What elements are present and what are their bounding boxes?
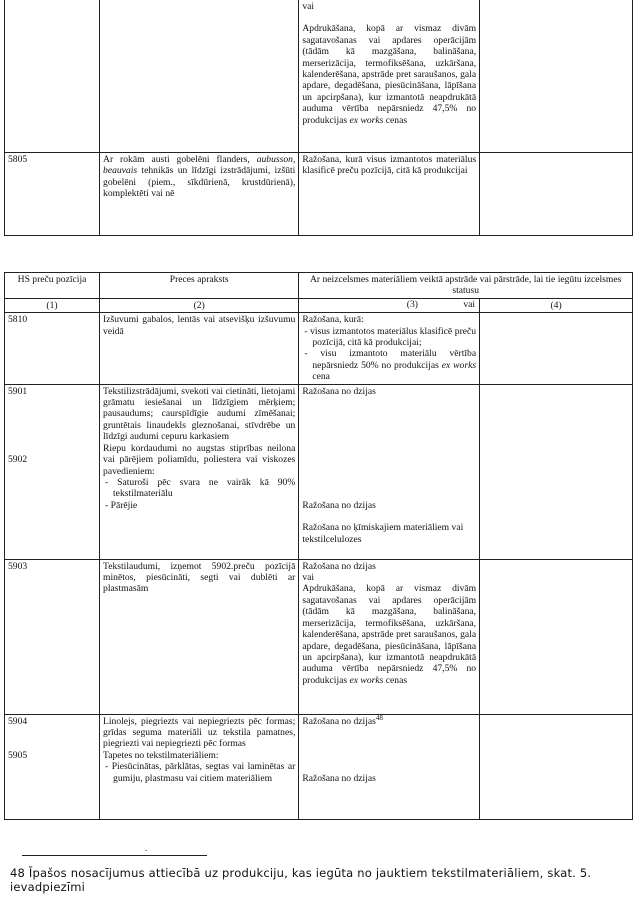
- cell-text: vai: [302, 1, 315, 12]
- cell-text: Riepu kordaudumi no augstas stiprības neilona vai pārējiem poliamīdu, poliestera vai viskozes pavedieniem:: [103, 442, 296, 477]
- header-hs-code: HS preču pozīcija: [5, 273, 100, 299]
- cell-text-italic: ex works: [441, 359, 477, 371]
- cell-text-italic: ex works: [349, 114, 384, 126]
- column-number: (3): [406, 298, 418, 310]
- processing-cell: [299, 313, 480, 384]
- continuation-table: [4, 0, 633, 236]
- cell-text: Ražošana no dzijas: [302, 715, 376, 727]
- column-number: (2): [100, 298, 299, 312]
- cell-text: Ražošana, kurā:: [302, 314, 364, 326]
- cell-text: Ar rokām austi gobelēni flanders,: [103, 154, 257, 165]
- cell-text: Ražošana no ķīmiskajiem materiāliem vai tekstilcelulozes: [302, 522, 464, 545]
- alt-processing-cell: [480, 153, 633, 236]
- alt-processing-cell: [480, 714, 633, 819]
- vai-label: vai: [463, 298, 476, 310]
- cell-text: cenas: [383, 114, 408, 126]
- bullet-text: - visus izmantotos materiālus klasificē preču pozīcijā, citā kā produkcijai;: [304, 325, 477, 349]
- hs-code: 5902: [8, 454, 28, 466]
- table-row: [5, 0, 633, 153]
- description-cell: [100, 384, 299, 559]
- hs-code: 5901: [8, 385, 28, 397]
- header-processing: Ar neizcelsmes materiāliem veiktā apstrāde vai pārstrāde, lai tie iegūtu izcelsmes statusu: [299, 273, 633, 299]
- footnote-ref: 48: [375, 713, 383, 722]
- cell-text-italic: ex works: [349, 674, 384, 686]
- table-row: [5, 384, 633, 559]
- cell-text: Linolejs, piegriezts vai nepiegriezts pēc formas; grīdas seguma materiāli uz tekstila pamatnes, piegriezti vai nepiegriezti pēc formas: [103, 715, 296, 750]
- processing-cell: [299, 714, 480, 819]
- table-row: [5, 313, 633, 384]
- cell-text: cenas: [383, 674, 408, 686]
- cell-text: vai: [302, 572, 315, 584]
- column-number-3: [299, 298, 480, 312]
- processing-cell: Ražošana, kurā visus izmantotos materiālus klasificē preču pozīcijā, citā kā produkcijai: [299, 153, 480, 236]
- description-cell: Izšuvumi gabalos, lentās vai atsevišķu izšuvumu veidā: [100, 313, 299, 384]
- cell-text: Ražošana no dzijas: [302, 500, 376, 512]
- cell-text: - visu izmantoto materiālu vērtība nepārsniedz 50% no produkcijas: [304, 348, 477, 371]
- hs-code-cell: 5903: [5, 559, 100, 714]
- description-cell: [100, 153, 299, 236]
- cell-text: tehnikās un līdzīgi izstrādājumi, izšūti gobelēni (piem., sīkdūrienā, krustdūrienā), komplektēti vai nē: [103, 165, 296, 200]
- bullet-text: - Pārējie: [105, 499, 138, 511]
- cell-text: Tapetes no tekstilmateriāliem:: [103, 749, 219, 761]
- rules-table: [4, 272, 633, 820]
- hs-code: 5904: [8, 715, 28, 727]
- cell-text: Apdrukāšana, kopā ar vismaz divām sagatavošanas vai apdares operācijām (tādām kā mazgāšana, balināšana, merserizācija, termofiksēšana, uzkāršana, kalenderēšana, apstrāde pret saraušanos, gala apdare, degadēšana, piesūcināšana, lāpīšana un apcirpšana), kur izmantotā neapdrukātā auduma vērtība nepārsniedz 47,5% no produkcijas: [302, 23, 477, 126]
- table-header: [5, 273, 633, 299]
- alt-processing-cell: [480, 384, 633, 559]
- hs-code-cell: 5805: [5, 153, 100, 236]
- table-row: [5, 714, 633, 819]
- hs-code-cell: 5810: [5, 313, 100, 384]
- processing-cell: [299, 384, 480, 559]
- description-cell: [100, 0, 299, 153]
- column-number: (1): [5, 298, 100, 312]
- description-cell: [100, 714, 299, 819]
- column-number: (4): [480, 298, 633, 312]
- hs-code-cell: [5, 714, 100, 819]
- hs-code: 5905: [8, 750, 28, 762]
- bullet-text: - Piesūcinātas, pārklātas, segtas vai laminētas ar gumiju, plastmasu vai citiem materiāliem: [105, 761, 296, 784]
- processing-cell: [299, 0, 480, 153]
- stray-dot: .: [145, 843, 148, 853]
- description-cell: Tekstilaudumi, izņemot 5902.preču pozīcijā minētos, piesūcināti, segti vai dublēti ar plastmasām: [100, 559, 299, 714]
- alt-processing-cell: [480, 559, 633, 714]
- footnote: [10, 866, 630, 894]
- cell-text: Ražošana no dzijas: [302, 773, 376, 785]
- alt-processing-cell: [480, 313, 633, 384]
- cell-text-italic: aubusson, beauvais: [103, 154, 296, 177]
- bullet-text: - Saturoši pēc svara ne vairāk kā 90% tekstilmateriālu: [105, 476, 296, 500]
- cell-text: Apdrukāšana, kopā ar vismaz divām sagatavošanas vai apdares operācijām (tādām kā mazgāšana, balināšana, merserizācija, termofiksēšana, uzkāršana, kalenderēšana, apstrāde pret saraušanos, gala apdare, degadēšana, piesūcināšana, lāpīšana un apcirpšana), kur izmantotā neapdrukātā auduma vērtība nepārsniedz 47,5% no produkcijas: [302, 583, 477, 686]
- cell-text: Ražošana no dzijas: [302, 560, 376, 572]
- footnote-number: 48: [10, 866, 26, 880]
- hs-code-cell: [5, 384, 100, 559]
- cell-text: [302, 713, 476, 727]
- processing-cell: [299, 559, 480, 714]
- header-description: Preces apraksts: [100, 273, 299, 299]
- bullet-text: [302, 348, 476, 382]
- column-numbers-row: [5, 298, 633, 312]
- hs-code-cell: [5, 0, 100, 153]
- cell-text: Ražošana no dzijas: [302, 385, 376, 397]
- table-row: [5, 153, 633, 236]
- cell-text: Tekstilizstrādājumi, svekoti vai cietināti, lietojami grāmatu iesiešanai un līdzīgiem mērķiem; pausaudums; caurspīdīgie audumi zīmēšanai; gruntētais linaudekls gleznošanai, stīvdrēbe un līdzīgi audumi cepuru karkasiem: [103, 385, 296, 443]
- table-row: [5, 559, 633, 714]
- footnote-text: Īpašos nosacījumus attiecībā uz produkciju, kas iegūta no jauktiem tekstilmateriāliem, skat. 5. ievadpiezīmi: [10, 866, 592, 894]
- cell-text: cena: [312, 371, 330, 383]
- footnote-divider: [22, 855, 207, 856]
- alt-processing-cell: [480, 0, 633, 153]
